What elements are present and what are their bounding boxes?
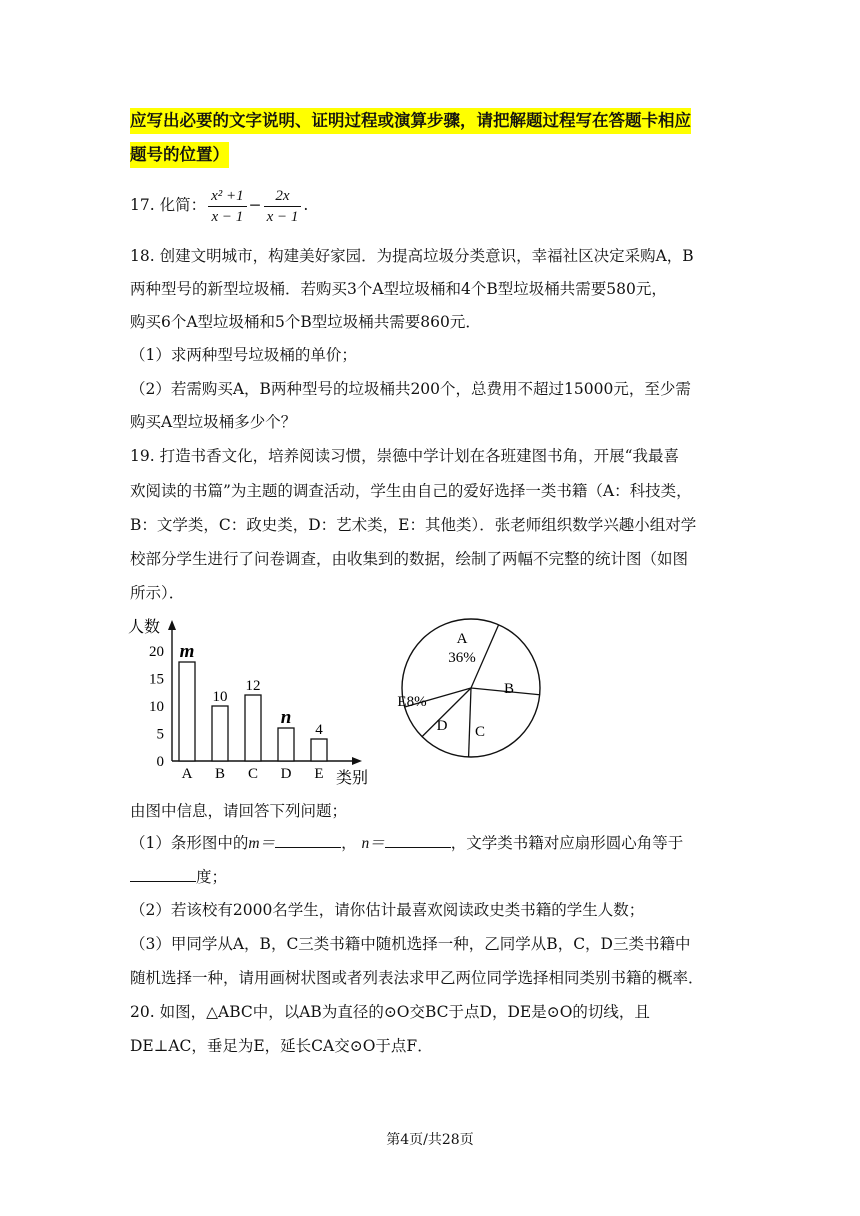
y-tick-label: 0 xyxy=(156,754,164,770)
q19-line4: 校部分学生进行了问卷调查，由收集到的数据，绘制了两幅不完整的统计图（如图 xyxy=(130,550,689,568)
pie-label-E: E8% xyxy=(397,694,427,710)
y-tick-label: 10 xyxy=(149,699,164,715)
q19-part1-line2 xyxy=(130,866,227,888)
bar-A xyxy=(179,662,195,761)
x-axis-label: 类别 xyxy=(336,770,369,787)
x-tick-label: D xyxy=(280,766,292,782)
q17-fraction-2 xyxy=(264,186,302,227)
x-tick-label: B xyxy=(214,766,226,782)
blank-m[interactable] xyxy=(275,833,341,848)
q18-part2-line1: （2）若需购买A，B两种型号的垃圾桶共200个，总费用不超过15000元，至少需 xyxy=(130,380,691,398)
q17-frac2-denominator: x − 1 xyxy=(266,208,299,225)
y-axis-label: 人数 xyxy=(128,619,161,636)
bar-D xyxy=(278,728,294,761)
x-tick-label: C xyxy=(247,766,259,782)
q19-part3-line2: 随机选择一种，请用画树状图或者列表法求甲乙两位同学选择相同类别书籍的概率． xyxy=(130,969,704,987)
q20-line2: DE⊥AC，垂足为E，延长CA交⊙O于点F． xyxy=(130,1037,433,1055)
q19-part1-line1 xyxy=(130,832,683,855)
bar-data-label: 4 xyxy=(315,722,323,738)
q18-line2: 两种型号的新型垃圾桶．若购买3个A型垃圾桶和4个B型垃圾桶共需要580元， xyxy=(130,280,667,298)
pie-label-D: D xyxy=(436,718,448,734)
q18-line3: 购买6个A型垃圾桶和5个B型垃圾桶共需要860元． xyxy=(130,313,481,331)
q17-fraction-1 xyxy=(208,186,247,227)
bar-B xyxy=(212,706,228,761)
q19-after-charts: 由图中信息，请回答下列问题； xyxy=(130,802,348,820)
q17-end: . xyxy=(303,196,309,214)
q18-line1: 18. 创建文明城市，构建美好家园．为提高垃圾分类意识，幸福社区决定采购A，B xyxy=(130,247,694,265)
q19-line5: 所示）． xyxy=(130,584,185,602)
instruction-highlight-line2: 题号的位置） xyxy=(130,142,229,168)
q17-prefix: 17. 化简： xyxy=(130,196,207,214)
q17-frac1-denominator: x − 1 xyxy=(211,208,244,225)
q19-part3-line1: （3）甲同学从A，B，C三类书籍中随机选择一种，乙同学从B，C，D三类书籍中 xyxy=(130,935,691,953)
bar-chart xyxy=(124,612,384,792)
y-tick-label: 5 xyxy=(156,726,164,743)
q19-p1-text-c: 度； xyxy=(196,868,228,886)
bar-data-label: n xyxy=(280,707,292,728)
y-axis-arrow xyxy=(168,620,176,630)
pie-label-A: A 36% xyxy=(448,631,476,666)
q19-line1: 19. 打造书香文化，培养阅读习惯，崇德中学计划在各班建图书角，开展“我最喜 xyxy=(130,447,680,465)
bar-data-label: 12 xyxy=(245,678,261,694)
pie-label-C: C xyxy=(474,724,486,740)
bar-data-label: 10 xyxy=(212,689,228,705)
q17-frac2-numerator: 2x xyxy=(264,186,302,207)
q19-part2: （2）若该校有2000名学生，请你估计最喜欢阅读政史类书籍的学生人数； xyxy=(130,901,645,919)
question-17 xyxy=(130,183,308,227)
q17-minus: − xyxy=(248,196,262,214)
instruction-highlight-line1: 应写出必要的文字说明、证明过程或演算步骤，请把解题过程写在答题卡相应 xyxy=(130,108,691,134)
page-footer: 第4页/共28页 xyxy=(386,1132,474,1148)
bar-E xyxy=(311,739,327,761)
q20-line1: 20. 如图，△ABC中，以AB为直径的⊙O交BC于点D，DE是⊙O的切线，且 xyxy=(130,1003,650,1021)
q18-part2-line2: 购买A型垃圾桶多少个？ xyxy=(130,413,297,431)
q19-line2: 欢阅读的书篇”为主题的调查活动，学生由自己的爱好选择一类书籍（A：科技类， xyxy=(130,482,692,500)
q18-part1: （1）求两种型号垃圾桶的单价； xyxy=(130,346,357,364)
x-tick-label: A xyxy=(181,766,193,782)
x-tick-label: E xyxy=(314,766,324,782)
bar-data-label: m xyxy=(179,641,195,662)
pie-label-B: B xyxy=(503,681,515,697)
q19-p1-text-a: （1）条形图中的 xyxy=(130,834,249,852)
x-axis-arrow xyxy=(352,757,362,765)
blank-n[interactable] xyxy=(385,833,451,848)
blank-angle[interactable] xyxy=(130,867,196,882)
y-tick-label: 20 xyxy=(149,644,164,660)
y-tick-label: 15 xyxy=(149,671,164,688)
q17-frac1-numerator: x² +1 xyxy=(208,186,247,207)
q19-p1-sep: ， xyxy=(341,834,357,852)
q19-m-label: m＝ xyxy=(248,835,276,852)
pie-chart xyxy=(396,613,546,763)
q19-n-label: n＝ xyxy=(361,835,385,852)
q19-p1-text-b: ，文学类书籍对应扇形圆心角等于 xyxy=(450,834,684,852)
q19-line3: B：文学类，C：政史类，D：艺术类，E：其他类）．张老师组织数学兴趣小组对学 xyxy=(130,516,697,534)
bar-C xyxy=(245,695,261,761)
